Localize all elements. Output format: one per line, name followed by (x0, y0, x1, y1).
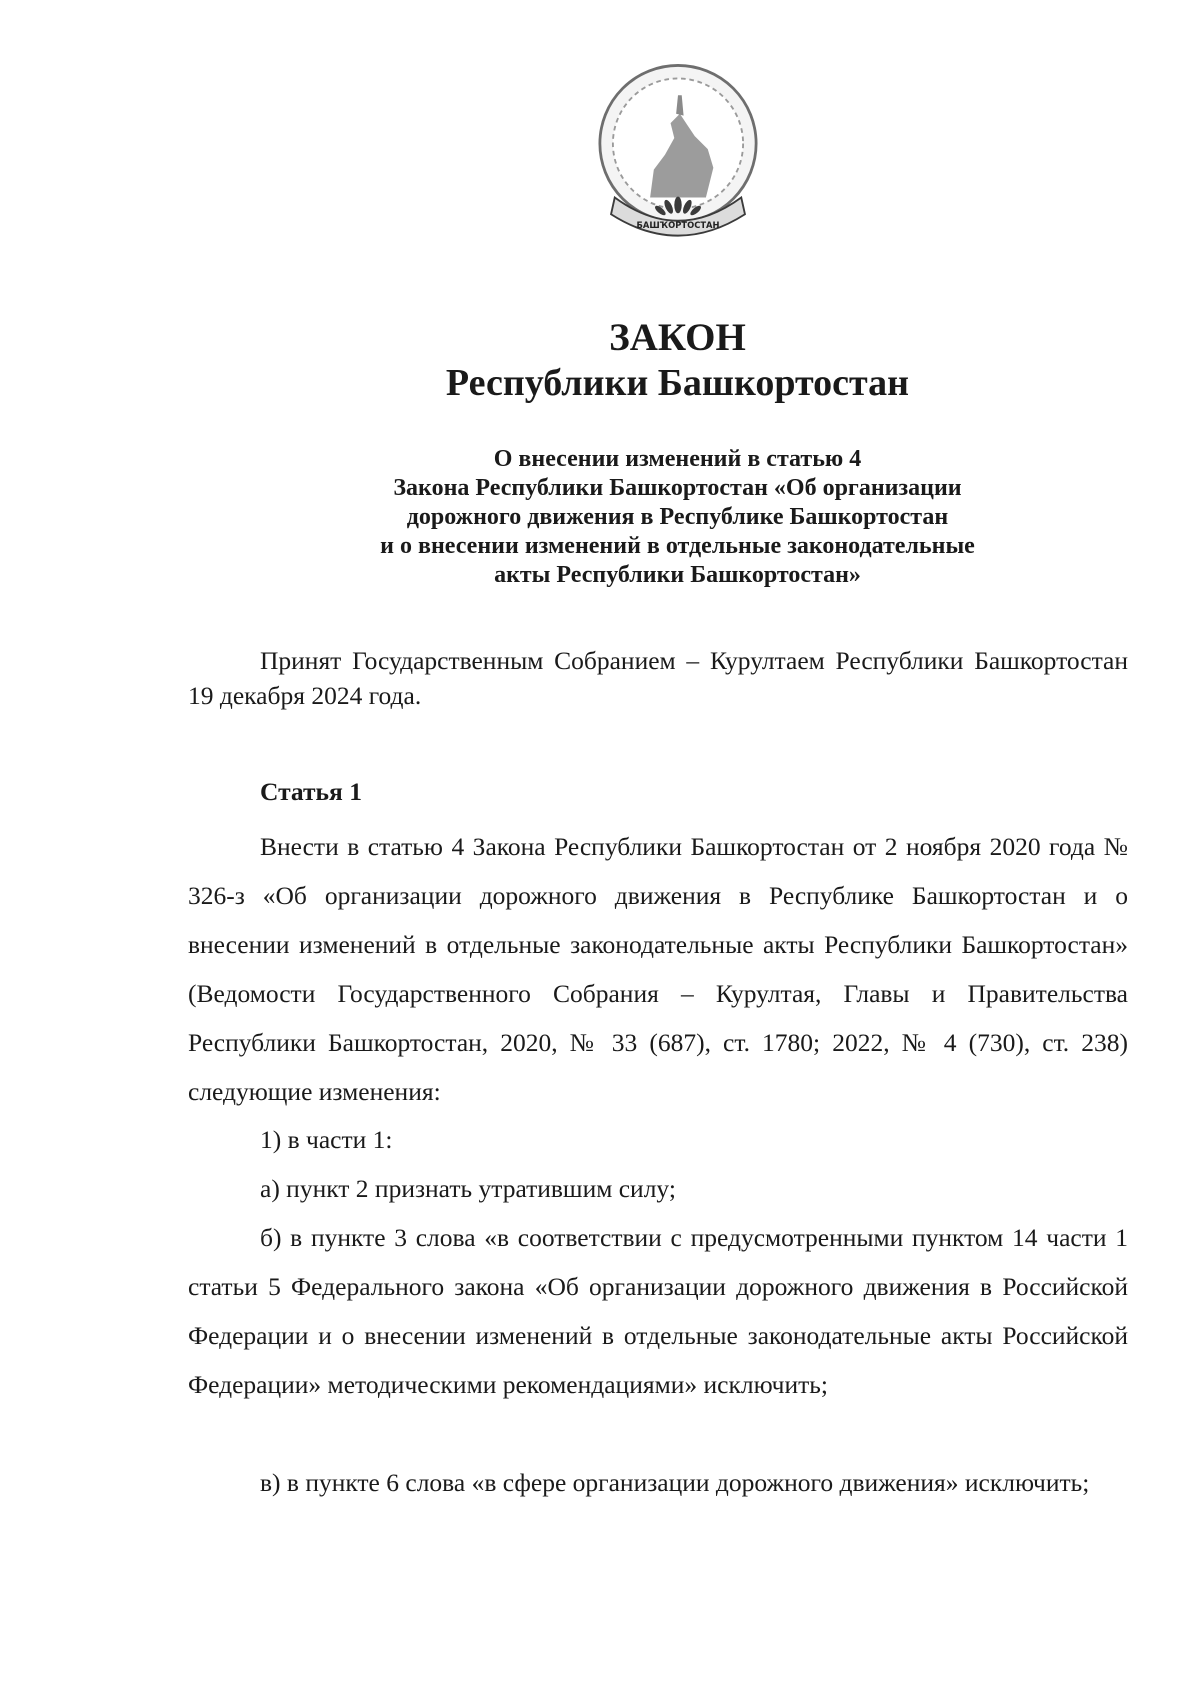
document-title: ЗАКОН (609, 316, 746, 359)
law-heading (300, 445, 1055, 590)
law-heading-line: О внесении изменений в статью 4 (493, 446, 862, 472)
law-heading-line: Закона Республики Башкортостан «Об организации (393, 475, 962, 501)
article-title: Статья 1 (260, 777, 362, 806)
law-heading-line: акты Республики Башкортостан» (494, 562, 861, 588)
emblem-ribbon-text: БАШҠОРТОСТАН (636, 220, 720, 231)
article-item: а) пункт 2 признать утратившим силу; (260, 1174, 676, 1203)
article-item: в) в пункте 6 слова «в сфере организации дорожного движения» исключить; (260, 1468, 1090, 1497)
article-item: б) в пункте 3 слова «в соответствии с предусмотренными пунктом 14 части 1 статьи 5 Федерального закона «Об организации дорожного движения в Российской Федерации и о внесении изменений в отдельные законодательные акты Российской Федерации» методическими рекомендациями» исключить; (188, 1223, 1128, 1399)
law-heading-line: дорожного движения в Республике Башкортостан (406, 504, 949, 530)
article-intro-paragraph: Внести в статью 4 Закона Республики Башкортостан от 2 ноября 2020 года № 326-з «Об организации дорожного движения в Республике Башкортостан и о внесении изменений в отдельные законодательные акты Республики Башкортостан» (Ведомости Государственного Собрания – Курултая, Главы и Правительства Республики Башкортостан, 2020, № 33 (687), ст. 1780; 2022, № 4 (730), ст. 238) следующие изменения: (188, 832, 1128, 1106)
article-item: 1) в части 1: (260, 1125, 393, 1154)
coat-of-arms-emblem (585, 58, 771, 244)
document-subtitle: Республики Башкортостан (445, 362, 910, 404)
law-heading-line: и о внесении изменений в отдельные законодательные (380, 533, 975, 559)
emblem-seal-graphic (585, 58, 771, 244)
adoption-statement: Принят Государственным Собранием – Курултаем Республики Башкортостан 19 декабря 2024 года. (188, 646, 1128, 710)
